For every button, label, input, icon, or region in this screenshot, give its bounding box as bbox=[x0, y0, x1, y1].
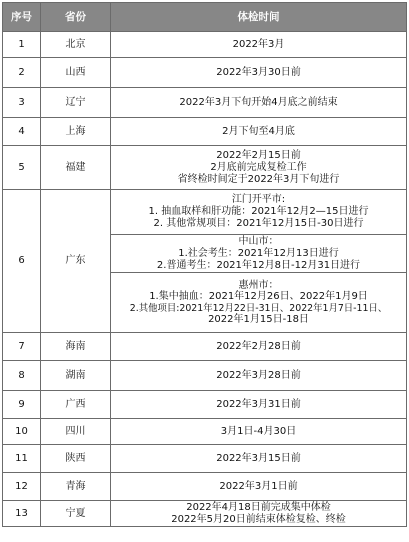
province-cell: 青海 bbox=[41, 473, 111, 501]
time-line: 2022年1月15日-18日 bbox=[208, 314, 309, 325]
time-line: 江门开平市: bbox=[231, 194, 286, 205]
time-line: 2.其他项目:2021年12月22日-31日、2022年1月7日-11日、 bbox=[129, 302, 388, 314]
seq-cell: 3 bbox=[3, 88, 41, 118]
seq-cell: 7 bbox=[3, 333, 41, 361]
time-cell bbox=[111, 501, 407, 527]
seq-cell: 11 bbox=[3, 445, 41, 473]
table-row bbox=[3, 146, 407, 190]
time-line: 2月底前完成复检工作 bbox=[210, 161, 307, 173]
table-row bbox=[3, 391, 407, 419]
table-row bbox=[3, 32, 407, 58]
time-line: 中山市： bbox=[238, 235, 279, 247]
time-cell: 2月下旬至4月底 bbox=[111, 118, 407, 146]
time-cell bbox=[111, 146, 407, 190]
time-cell: 2022年3月下旬开始4月底之前结束 bbox=[111, 88, 407, 118]
time-cell: 2022年3月28日前 bbox=[111, 361, 407, 391]
header-seq: 序号 bbox=[3, 3, 41, 32]
province-cell: 湖南 bbox=[41, 361, 111, 391]
seq-cell: 1 bbox=[3, 32, 41, 58]
province-cell: 陕西 bbox=[41, 445, 111, 473]
table-header-row bbox=[3, 3, 407, 32]
time-line: 省终检时间定于2022年3月下旬进行 bbox=[177, 173, 340, 185]
time-line: 2022年5月20日前结束体检复检、终检 bbox=[171, 513, 346, 525]
time-cell: 2022年2月28日前 bbox=[111, 333, 407, 361]
province-cell: 上海 bbox=[41, 118, 111, 146]
seq-cell: 5 bbox=[3, 146, 41, 190]
time-cell: 2022年3月15日前 bbox=[111, 445, 407, 473]
table-row bbox=[3, 118, 407, 146]
seq-cell: 4 bbox=[3, 118, 41, 146]
time-line: 2022年4月18日前完成集中体检 bbox=[186, 501, 331, 513]
time-line: 1.集中抽血：2021年12月26日、2022年1月9日 bbox=[149, 291, 368, 302]
time-cell: 3月1日-4月30日 bbox=[111, 419, 407, 445]
seq-cell: 6 bbox=[3, 190, 41, 333]
header-province: 省份 bbox=[41, 3, 111, 32]
seq-cell: 13 bbox=[3, 501, 41, 527]
time-cell: 2022年3月1日前 bbox=[111, 473, 407, 501]
seq-cell: 10 bbox=[3, 419, 41, 445]
time-cell: 2022年3月 bbox=[111, 32, 407, 58]
time-line: 1.社会考生：2021年12月13日进行 bbox=[178, 247, 339, 259]
province-cell: 四川 bbox=[41, 419, 111, 445]
province-cell: 福建 bbox=[41, 146, 111, 190]
time-cell: 2022年3月31日前 bbox=[111, 391, 407, 419]
header-time: 体检时间 bbox=[111, 3, 407, 32]
seq-cell: 8 bbox=[3, 361, 41, 391]
province-cell: 广东 bbox=[41, 190, 111, 333]
time-line: 1. 抽血取样和肝功能：2021年12月2—15日进行 bbox=[148, 206, 369, 217]
seq-cell: 12 bbox=[3, 473, 41, 501]
time-line: 惠州市： bbox=[238, 279, 279, 291]
province-cell: 山西 bbox=[41, 58, 111, 88]
city-block-zhongshan bbox=[111, 235, 407, 273]
province-cell: 辽宁 bbox=[41, 88, 111, 118]
city-block-jiangmen bbox=[111, 190, 407, 235]
table-row bbox=[3, 190, 407, 235]
province-cell: 广西 bbox=[41, 391, 111, 419]
table-row bbox=[3, 333, 407, 361]
table-row bbox=[3, 361, 407, 391]
table-row bbox=[3, 58, 407, 88]
exam-schedule-table bbox=[2, 2, 407, 527]
table-row bbox=[3, 501, 407, 527]
province-cell: 海南 bbox=[41, 333, 111, 361]
table-row bbox=[3, 445, 407, 473]
table-row bbox=[3, 88, 407, 118]
time-line: 2. 其他常规项目：2021年12月15日-30日进行 bbox=[153, 218, 364, 229]
seq-cell: 2 bbox=[3, 58, 41, 88]
table-row bbox=[3, 473, 407, 501]
time-line: 2.普通考生：2021年12月8日-12月31日进行 bbox=[156, 259, 361, 271]
city-block-huizhou bbox=[111, 273, 407, 333]
time-cell: 2022年3月30日前 bbox=[111, 58, 407, 88]
province-cell: 北京 bbox=[41, 32, 111, 58]
table-row bbox=[3, 419, 407, 445]
time-line: 2022年2月15日前 bbox=[216, 149, 301, 161]
province-cell: 宁夏 bbox=[41, 501, 111, 527]
seq-cell: 9 bbox=[3, 391, 41, 419]
